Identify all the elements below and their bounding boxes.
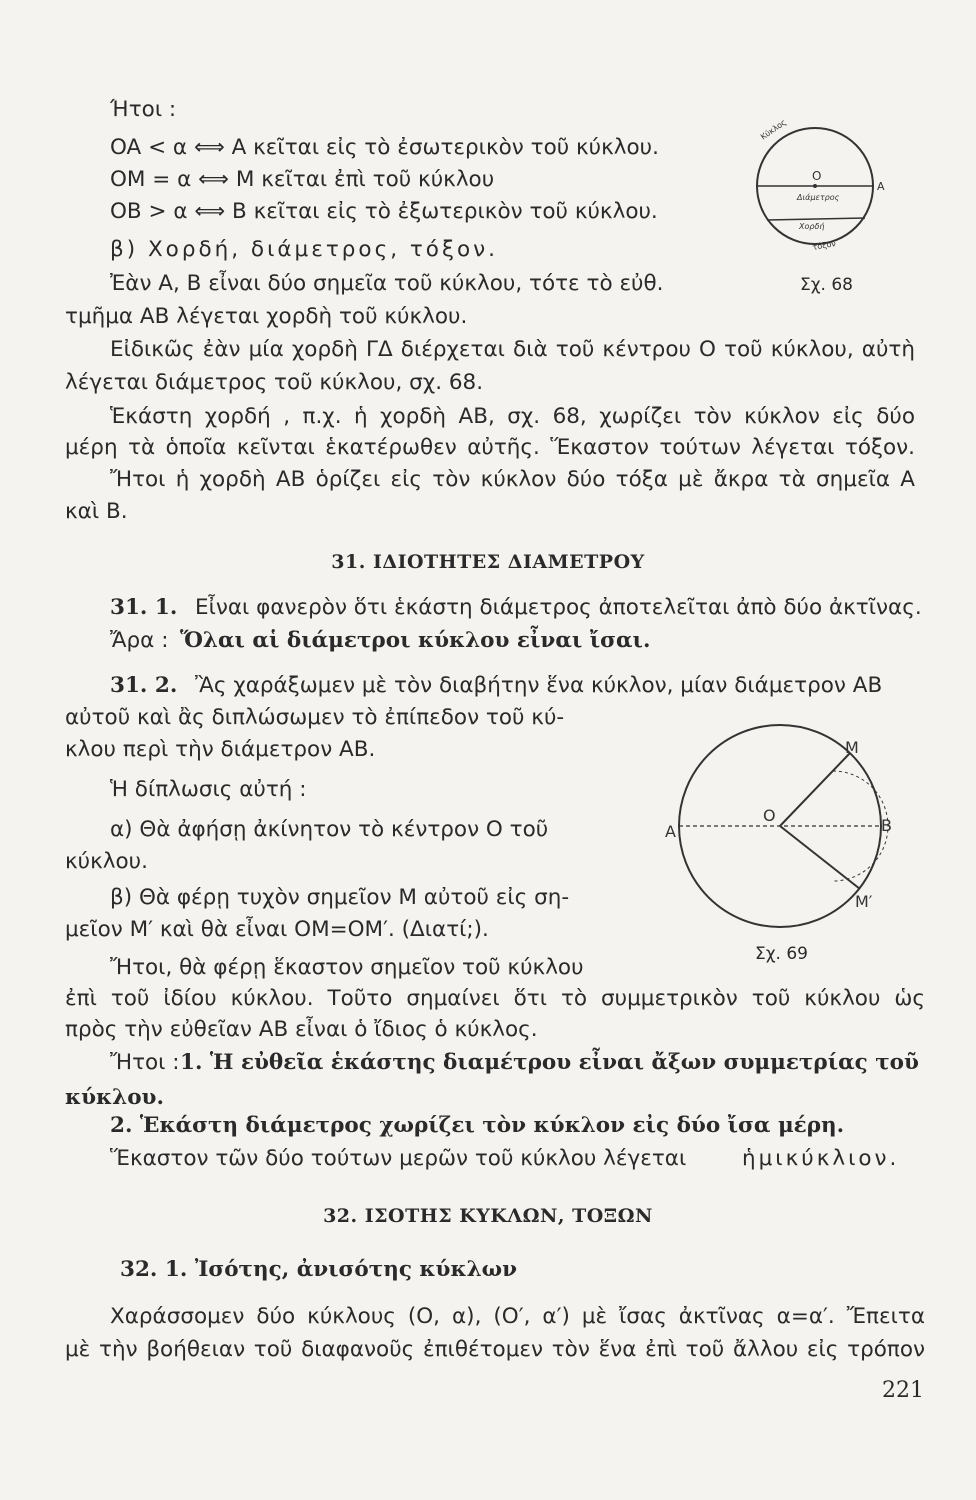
- text-line: Χαράσσομεν δύο κύκλους (O, α), (O′, α′) μὲ ἴσας ἀκτῖνας α=α′. Ἔπειτα: [110, 1304, 925, 1329]
- text-line: OA < α ⟺ A κεῖται εἰς τὸ ἐσωτερικὸν τοῦ κύκλου.: [110, 135, 659, 160]
- text-line: μέρη τὰ ὁποῖα κεῖνται ἑκατέρωθεν αὐτῆς. Ἕκαστον τούτων λέγεται τόξον.: [65, 435, 915, 460]
- text-line: μεῖον M′ καὶ θὰ εἶναι OM=OM′. (Διατί;).: [65, 917, 489, 942]
- text-line: κύκλου.: [65, 849, 148, 874]
- fig68-label-diameter: Διάμετρος: [797, 193, 840, 202]
- bold-statement: 2. Ἑκάστη διάμετρος χωρίζει τὸν κύκλον εἰς δύο ἴσα μέρη.: [110, 1113, 845, 1138]
- figure-69-caption: Σχ. 69: [755, 944, 809, 964]
- item-number: 31. 2.: [110, 673, 178, 698]
- fig69-label-b: B: [881, 816, 892, 835]
- text-line: ἐπὶ τοῦ ἰδίου κύκλου. Τοῦτο σημαίνει ὅτι τὸ συμμετρικὸν τοῦ κύκλου ὡς: [65, 986, 925, 1011]
- text-line: Ἂς χαράξωμεν μὲ τὸν διαβήτην ἕνα κύκλον, μίαν διάμετρον AB: [195, 673, 883, 698]
- text-line: α) Θὰ ἀφήσῃ ἀκίνητον τὸ κέντρον O τοῦ: [110, 817, 549, 842]
- text-line: καὶ B.: [65, 499, 128, 524]
- text-line: Ἤτοι ἡ χορδὴ AB ὁρίζει εἰς τὸν κύκλον δύο τόξα μὲ ἄκρα τὰ σημεῖα A: [110, 467, 915, 492]
- bold-statement: κύκλου.: [65, 1085, 164, 1110]
- fig68-label-arc: τόξον: [811, 239, 837, 252]
- fig69-label-m: M: [845, 738, 859, 757]
- text-line: Ἑκάστη χορδή , π.χ. ἡ χορδὴ AB, σχ. 68, χωρίζει τὸν κύκλον εἰς δύο: [110, 404, 915, 429]
- fig69-radius-omp: [780, 826, 860, 889]
- fig68-chord: [767, 218, 865, 220]
- spaced-term: ἡμικύκλιον.: [742, 1146, 900, 1171]
- text-line: β) Θὰ φέρῃ τυχὸν σημεῖον M αὐτοῦ εἰς ση-: [110, 885, 570, 910]
- text-line: Εἶναι φανερὸν ὅτι ἑκάστη διάμετρος ἀποτελεῖται ἀπὸ δύο ἀκτῖνας.: [195, 595, 922, 620]
- figure-69: [655, 735, 915, 935]
- bold-statement: Ὅλαι αἱ διάμετροι κύκλου εἶναι ἴσαι.: [180, 628, 651, 653]
- text-line: Ἐὰν A, B εἶναι δύο σημεῖα τοῦ κύκλου, τότε τὸ εὐθ.: [110, 271, 664, 296]
- subsection-heading: 32. 1. Ἰσότης, ἀνισότης κύκλων: [120, 1257, 518, 1282]
- figure-68: [735, 108, 895, 268]
- fig68-label-chord: Χορδή: [799, 222, 825, 231]
- text-line: Εἰδικῶς ἐὰν μία χορδὴ ΓΔ διέρχεται διὰ τοῦ κέντρου O τοῦ κύκλου, αὐτὴ: [110, 337, 915, 362]
- text-line: Ήτοι :: [110, 97, 177, 122]
- item-number: 31. 1.: [110, 595, 178, 620]
- text-line: Ἤτοι :: [110, 1050, 180, 1075]
- fig68-label-a: A: [877, 180, 885, 193]
- figure-68-drawing: [735, 108, 895, 268]
- fig68-center-point: [813, 184, 817, 188]
- bold-statement: 1. Ἡ εὐθεῖα ἑκάστης διαμέτρου εἶναι ἄξων συμμετρίας τοῦ: [180, 1050, 919, 1075]
- text-line: κλου περὶ τὴν διάμετρον AB.: [65, 737, 376, 762]
- fig69-label-m-prime: M′: [855, 892, 873, 911]
- text-line: πρὸς τὴν εὐθεῖαν AB εἶναι ὁ ἴδιος ὁ κύκλος.: [65, 1017, 538, 1042]
- fig68-label-circle: Κύκλος: [758, 117, 788, 142]
- text-line: Ἡ δίπλωσις αὐτή :: [110, 777, 307, 802]
- page-number: 221: [882, 1378, 924, 1403]
- section-heading: 31. ΙΔΙΟΤΗΤΕΣ ΔΙΑΜΕΤΡΟΥ: [331, 551, 645, 573]
- fig69-radius-om: [780, 753, 850, 826]
- text-line: μὲ τὴν βοήθειαν τοῦ διαφανοῦς ἐπιθέτομεν τὸν ἕνα ἐπὶ τοῦ ἄλλου εἰς τρόπον: [65, 1337, 925, 1362]
- text-line: τμῆμα AB λέγεται χορδὴ τοῦ κύκλου.: [65, 304, 468, 329]
- text-line: Ἄρα :: [110, 628, 169, 653]
- text-line: OM = α ⟺ M κεῖται ἐπὶ τοῦ κύκλου: [110, 167, 495, 192]
- fig69-label-a: A: [665, 822, 676, 841]
- fig68-label-o: O: [812, 169, 822, 183]
- text-line: Ἕκαστον τῶν δύο τούτων μερῶν τοῦ κύκλου λέγεται: [110, 1146, 687, 1171]
- figure-69-drawing: [655, 735, 915, 935]
- subsection-heading: β) Χορδή, διάμετρος, τόξον.: [110, 237, 498, 262]
- section-heading: 32. ΙΣΟΤΗΣ ΚΥΚΛΩΝ, ΤΟΞΩΝ: [323, 1205, 653, 1227]
- text-line: λέγεται διάμετρος τοῦ κύκλου, σχ. 68.: [65, 370, 484, 395]
- text-line: αὐτοῦ καὶ ἂς διπλώσωμεν τὸ ἐπίπεδον τοῦ κύ-: [65, 705, 565, 730]
- figure-68-caption: Σχ. 68: [800, 275, 854, 295]
- text-line: OB > α ⟺ B κεῖται εἰς τὸ ἐξωτερικὸν τοῦ κύκλου.: [110, 199, 658, 224]
- text-line: Ἤτοι, θὰ φέρῃ ἕκαστον σημεῖον τοῦ κύκλου: [110, 955, 584, 980]
- fig69-label-o: O: [763, 806, 776, 825]
